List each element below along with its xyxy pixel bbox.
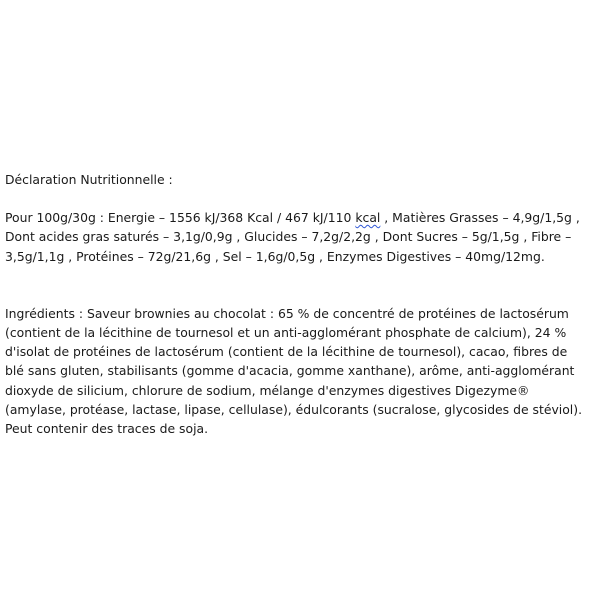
nutrition-heading: Déclaration Nutritionnelle :: [5, 172, 173, 187]
nutrition-text-part1: Pour 100g/30g : Energie – 1556 kJ/368 Kcal / 467 kJ/110: [5, 210, 356, 226]
spellcheck-marked-word: kcal: [355, 210, 381, 226]
nutrition-text-part2: , Matières Grasses – 4,9g/1,5g , Dont acides gras saturés – 3,1g/0,9g , Glucides – 7,2g/2,2g , Dont Sucres – 5g/1,5g , Fibre – 3,5g/1,1g , Protéines – 72g/21,6g , Sel – 1,6g/0,5g , Enzymes Digestives – 40mg/12mg.: [5, 210, 580, 264]
nutrition-declaration: [5, 208, 590, 266]
ingredients-text: Ingrédients : Saveur brownies au chocolat : 65 % de concentré de protéines de lactosérum (contient de la lécithine de tournesol et un anti-agglomérant phosphate de calcium), 24 % d'isolat de protéines de lactosérum (contient de la lécithine de tournesol), cacao, fibres de blé sans gluten, stabilisants (gomme d'acacia, gomme xanthane), arôme, anti-agglomérant dioxyde de silicium, chlorure de sodium, mélange d'enzymes digestives Digezyme® (amylase, protéase, lactase, lipase, cellulase), édulcorants (sucralose, glycosides de stéviol). Peut contenir des traces de soja.: [5, 305, 583, 437]
document-body: [5, 170, 590, 438]
